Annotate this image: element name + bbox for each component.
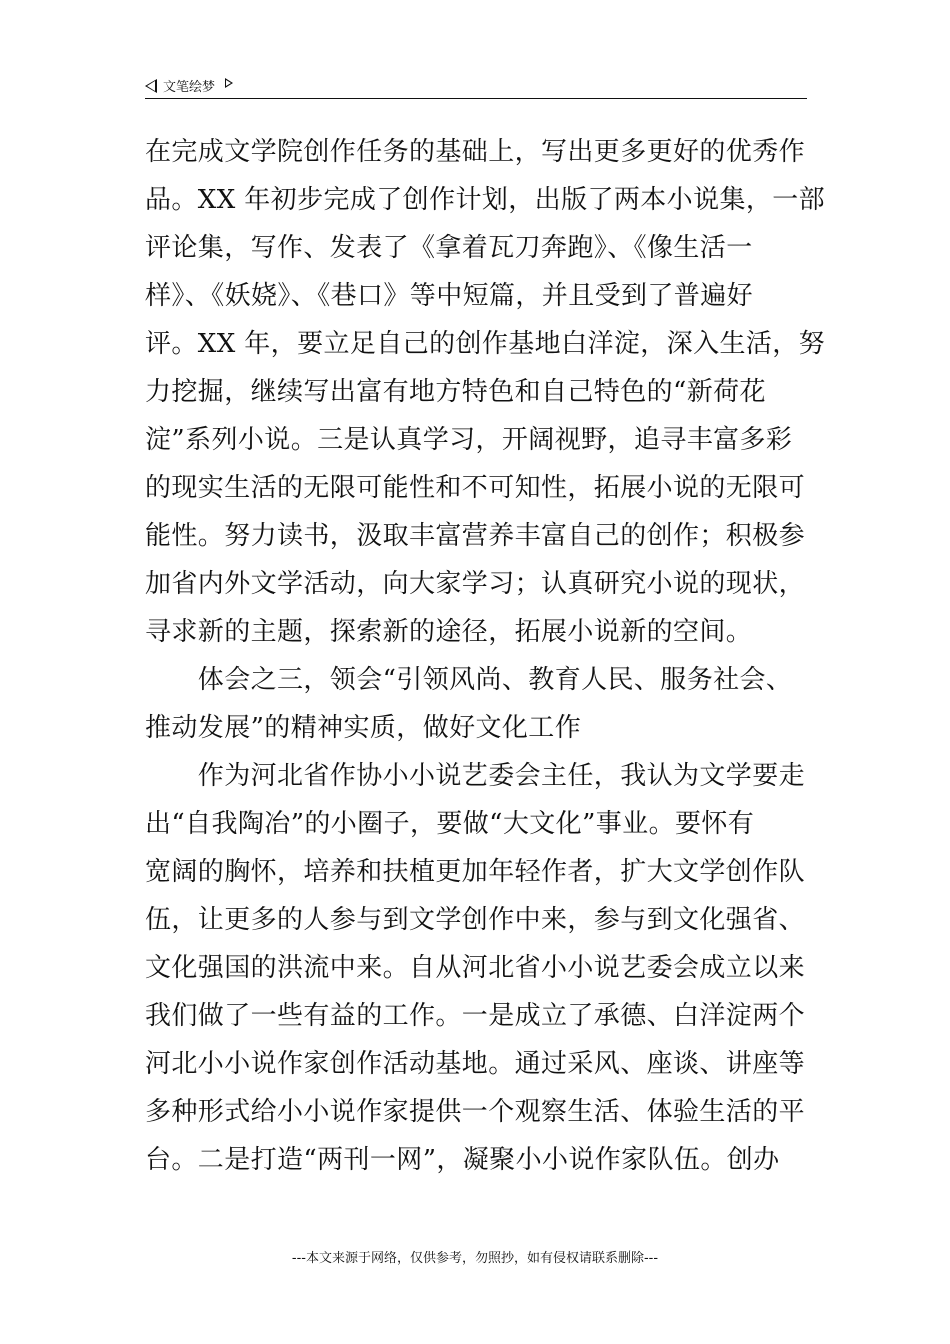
text-line: 多种形式给小小说作家提供一个观察生活、体验生活的平 xyxy=(145,1097,806,1127)
section-heading-line: 体会之三，领会“引领风尚、教育人民、服务社会、 xyxy=(145,665,793,695)
text-line: 我们做了一些有益的工作。一是成立了承德、白洋淀两个 xyxy=(145,1001,806,1031)
section-heading-line: 推动发展”的精神实质，做好文化工作 xyxy=(145,713,582,743)
text-line: 加省内外文学活动，向大家学习；认真研究小说的现状， xyxy=(145,569,806,599)
text-line: 伍，让更多的人参与到文学创作中来，参与到文化强省、 xyxy=(145,905,806,935)
text-line: 作为河北省作协小小说艺委会主任，我认为文学要走 xyxy=(145,761,806,791)
header-brand xyxy=(145,76,233,95)
text-line: 寻求新的主题，探索新的途径，拓展小说新的空间。 xyxy=(145,617,753,647)
text-line: 文化强国的洪流中来。自从河北省小小说艺委会成立以来 xyxy=(145,953,806,983)
text-line: 宽阔的胸怀，培养和扶植更加年轻作者，扩大文学创作队 xyxy=(145,857,806,887)
text-line: 河北小小说作家创作活动基地。通过采风、座谈、讲座等 xyxy=(145,1049,806,1079)
text-line: 评。XX 年，要立足自己的创作基地白洋淀，深入生活，努 xyxy=(145,329,826,359)
text-line: 能性。努力读书，汲取丰富营养丰富自己的创作；积极参 xyxy=(145,521,806,551)
document-body xyxy=(145,128,826,1184)
text-line: 品。XX 年初步完成了创作计划，出版了两本小说集，一部 xyxy=(145,185,826,215)
text-line: 出“自我陶冶”的小圈子，要做“大文化”事业。要怀有 xyxy=(145,809,755,839)
text-line: 淀”系列小说。三是认真学习，开阔视野，追寻丰富多彩 xyxy=(145,425,793,455)
text-line: 样》、《妖娆》、《巷口》等中短篇，并且受到了普遍好 xyxy=(145,281,754,311)
right-triangle-icon xyxy=(225,78,233,88)
text-line: 在完成文学院创作任务的基础上，写出更多更好的优秀作 xyxy=(145,137,806,167)
footer-disclaimer: ---本文来源于网络，仅供参考，勿照抄，如有侵权请联系删除--- xyxy=(291,1251,659,1266)
text-line: 台。二是打造“两刊一网”，凝聚小小说作家队伍。创办 xyxy=(145,1145,780,1175)
text-line: 的现实生活的无限可能性和不可知性，拓展小说的无限可 xyxy=(145,473,806,503)
left-triangle-icon xyxy=(145,79,157,93)
text-line: 力挖掘，继续写出富有地方特色和自己特色的“新荷花 xyxy=(145,377,766,407)
page-header xyxy=(145,74,807,99)
header-title: 文笔绘梦 xyxy=(163,80,216,95)
text-line: 评论集，写作、发表了《拿着瓦刀奔跑》、《像生活一 xyxy=(145,233,753,263)
